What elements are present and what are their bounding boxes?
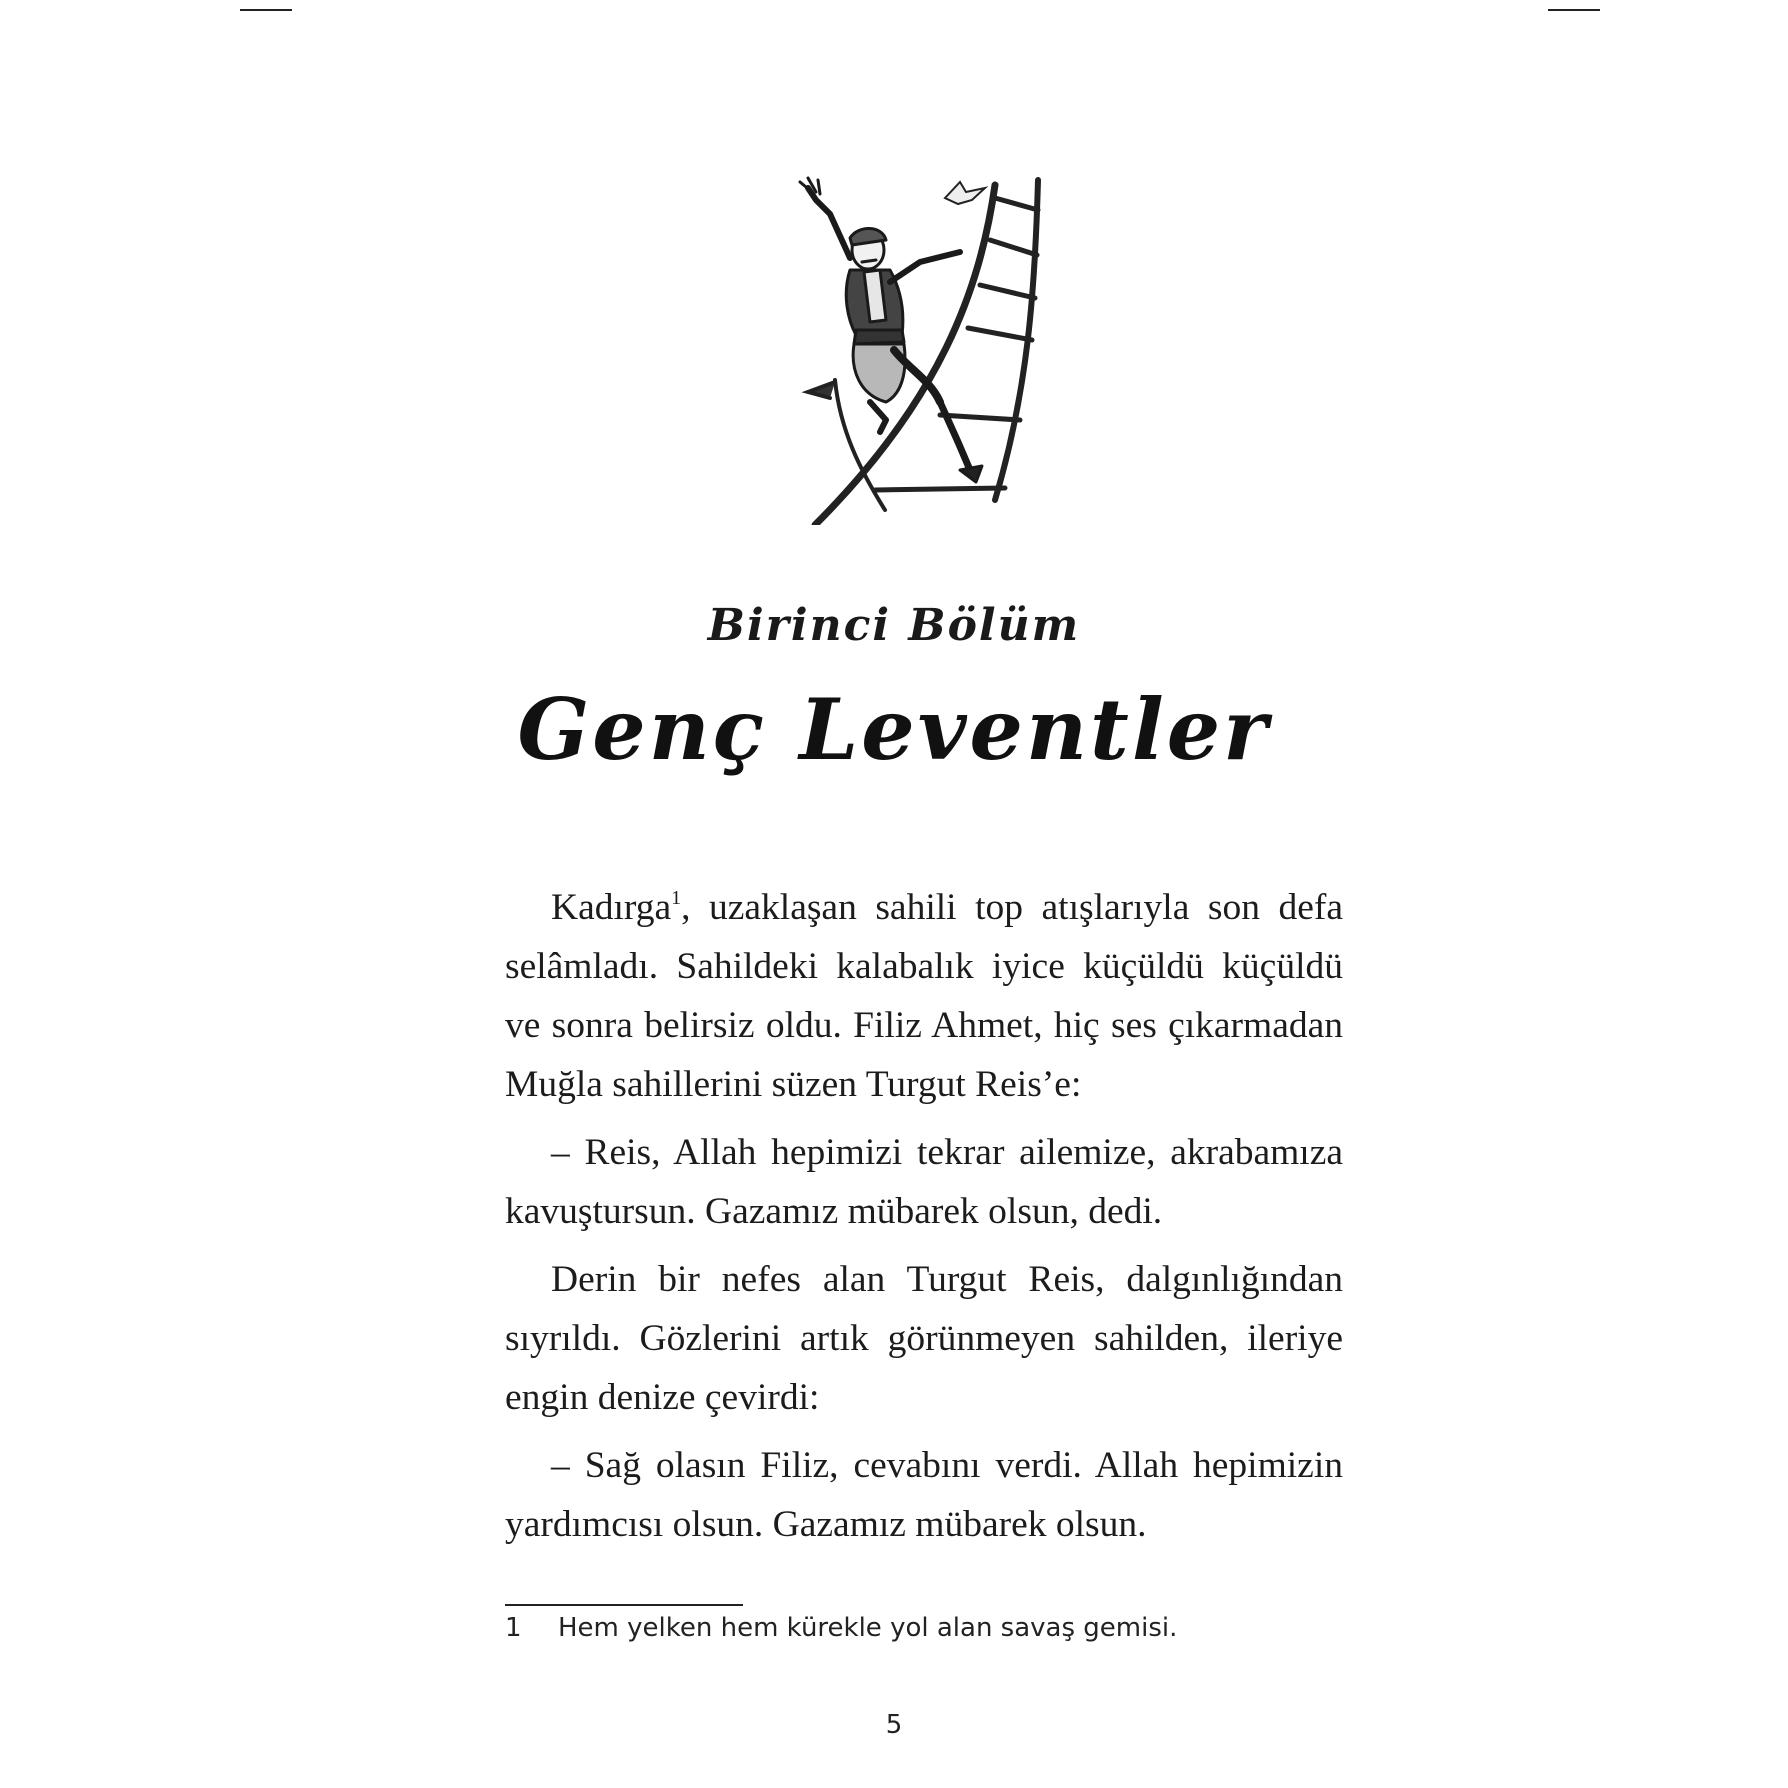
paragraph-text: Kadırga — [551, 887, 672, 928]
chapter-title: Genç Leventler — [517, 680, 1271, 779]
chapter-label: Birinci Bölüm — [707, 600, 1081, 651]
paragraph: – Reis, Allah hepimizi tekrar ailemize, akrabamıza kavuştursun. Gazamız mübarek olsun, dedi. — [505, 1132, 1343, 1232]
sailor-climbing-rope-ladder-illustration — [790, 170, 1055, 525]
paragraph: Derin bir nefes alan Turgut Reis, dalgınlığından sıyrıldı. Gözlerini artık görünmeyen sahilden, ileriye engin denize çevirdi: — [505, 1259, 1343, 1418]
footnote-text: Hem yelken hem kürekle yol alan savaş gemisi. — [558, 1613, 1178, 1643]
crop-mark-left — [240, 9, 292, 11]
footnote-number: 1 — [505, 1613, 522, 1643]
body-text — [505, 878, 1343, 1563]
paragraph: – Sağ olasın Filiz, cevabını verdi. Allah hepimizin yardımcısı olsun. Gazamız mübarek olsun. — [505, 1445, 1343, 1545]
footnote-divider — [505, 1604, 743, 1606]
crop-mark-right — [1548, 9, 1600, 11]
paragraph — [505, 878, 1343, 1114]
footnote-ref: 1 — [671, 887, 682, 909]
page-number: 5 — [885, 1710, 903, 1740]
paragraph-text: , uzaklaşan sahili top atışlarıyla son defa selâmladı. Sahildeki kalabalık iyice küçüldü küçüldü ve sonra belirsiz oldu. Filiz Ahmet, hiç ses çıkarmadan Muğla sahillerini süzen Turgut Reis’e: — [505, 887, 1343, 1105]
footnote — [505, 1613, 1177, 1643]
